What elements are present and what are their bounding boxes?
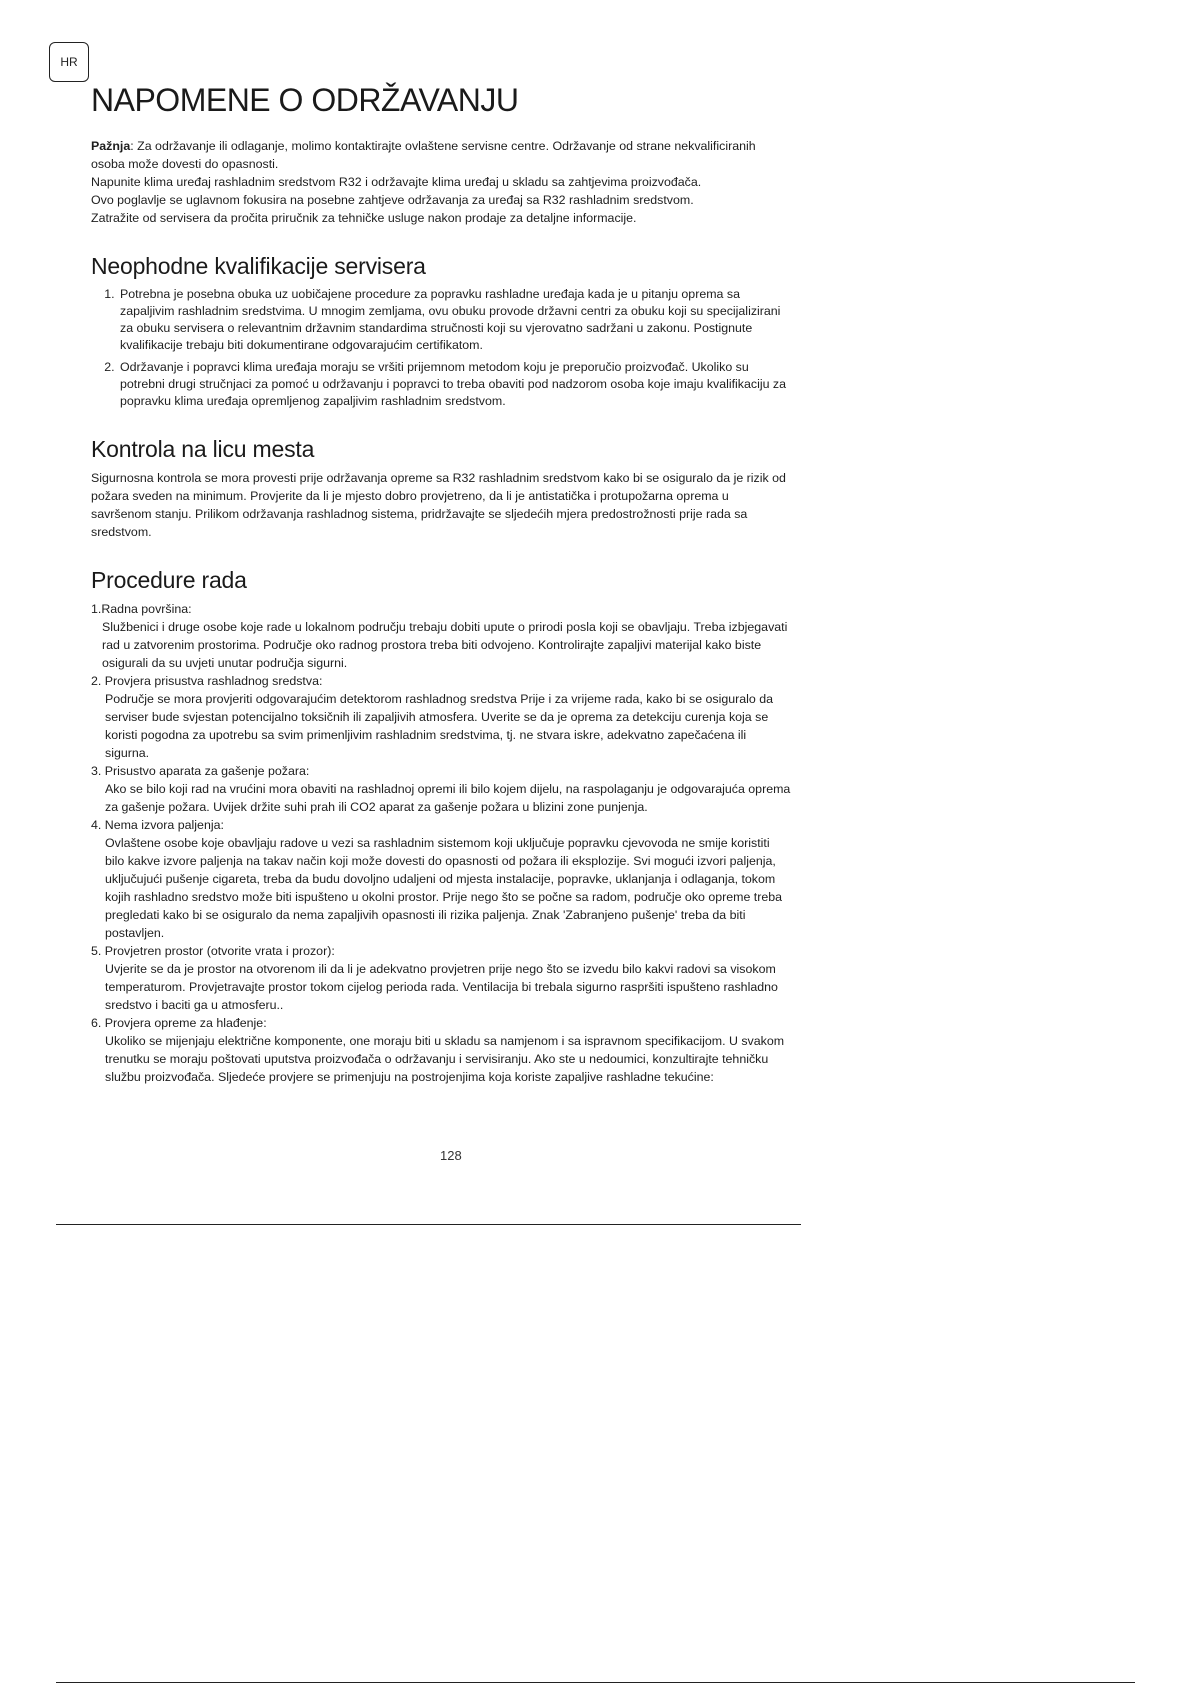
list-item (91, 672, 791, 762)
intro-line: Napunite klima uređaj rashladnim sredstvom R32 i održavajte klima uređaj u skladu sa zahtjevima proizvođača. (91, 175, 702, 189)
section-heading-site-check: Kontrola na licu mesta (91, 436, 315, 462)
list-item (91, 600, 791, 672)
qualifications-list (91, 286, 791, 410)
section-heading-qualifications: Neophodne kvalifikacije servisera (91, 253, 426, 279)
procedures-list (91, 600, 791, 1086)
procedure-body: Uvjerite se da je prostor na otvorenom ili da li je adekvatno provjetren prije nego što se izvedu bilo kakvi radovi sa visokom temperaturom. Provjetravajte prostor tokom cijelog perioda rada. Ventilacija bi trebala sigurno raspršiti ispušteno rashladno sredstvo i baciti ga u atmosferu.. (105, 962, 778, 1012)
procedure-title: 4. Nema izvora paljenja: (91, 818, 224, 832)
procedure-title: 1.Radna površina: (91, 602, 192, 616)
procedure-body: Ovlaštene osobe koje obavljaju radove u vezi sa rashladnim sistemom koji uključuje popravku cjevovoda ne smije koristiti bilo kakve izvore paljenja na takav način koji može dovesti do opasnosti od požara ili eksplozije. Svi mogući izvori paljenja, uključujući pušenje cigareta, treba da budu dovoljno udaljeni od mjesta instalacije, popravke, uklanjanja i odlaganja, tokom kojih rashladno sredstvo može biti ispušteno u okolni prostor. Prije nego što se počne sa radom, područje oko opreme treba pregledati kako bi se osiguralo da nema zapaljivih opasnosti ili rizika paljenja. Znak 'Zabranjeno pušenje' treba da biti postavljen. (105, 836, 783, 940)
site-check-text: Sigurnosna kontrola se mora provesti prije održavanja opreme sa R32 rashladnim sredstvom kako bi se osiguralo da je rizik od požara sveden na minimum. Provjerite da li je mjesto dobro provjetreno, da li je antistatička i protupožarna oprema u savršenom stanju. Prilikom održavanja rashladnog sistema, pridržavajte se sljedećih mjera predostrožnosti prije rada sa sredstvom. (91, 471, 786, 539)
procedure-body: Ako se bilo koji rad na vrućini mora obaviti na rashladnoj opremi ili bilo kojem dijelu, na raspolaganju je odgovarajuća oprema za gašenje požara. Uvijek držite suhi prah ili CO2 aparat za gašenje požara u blizini zone punjenja. (105, 782, 791, 814)
list-item: 1. Potrebna je posebna obuka uz uobičajene procedure za popravku rashladne uređaja kada je u pitanju oprema sa zapaljivim rashladnim sredstvima. U mnogim zemljama, ovu obuku provode državni centri za obuku koji su specijalizirani za obuku servisera o relevantnim državnim standardima stručnosti koji su vjerovatno sadržani u zakonu. Postignute kvalifikacije trebaju biti dokumentirane odgovarajućim certifikatom. (118, 286, 791, 354)
intro-warning (91, 137, 791, 173)
page-title: NAPOMENE O ODRŽAVANJU (91, 82, 519, 118)
intro-line: Zatražite od servisera da pročita priručnik za tehničke usluge nakon prodaje za detaljne informacije. (91, 211, 637, 225)
procedure-title: 3. Prisustvo aparata za gašenje požara: (91, 764, 310, 778)
list-item (91, 1014, 791, 1086)
intro-block (91, 137, 791, 227)
page-number: 128 (440, 1148, 462, 1163)
language-badge: HR (49, 42, 89, 82)
document-body (91, 82, 791, 1086)
list-item (91, 942, 791, 1014)
section-heading-procedures: Procedure rada (91, 567, 247, 593)
list-item: 2. Održavanje i popravci klima uređaja moraju se vršiti prijemnom metodom koju je preporučio proizvođač. Ukoliko su potrebni drugi stručnjaci za pomoć u održavanju i popravci to treba obaviti pod nadzorom osoba koje imaju kvalifikaciju za popravku klima uređaja opremljenog zapaljivim rashladnim sredstvom. (118, 359, 791, 410)
list-item (91, 762, 791, 816)
list-item (91, 816, 791, 942)
procedure-title: 2. Provjera prisustva rashladnog sredstva: (91, 674, 323, 688)
bottom-divider (56, 1682, 1135, 1683)
procedure-title: 5. Provjetren prostor (otvorite vrata i prozor): (91, 944, 335, 958)
intro-warning-text: : Za održavanje ili odlaganje, molimo kontaktirajte ovlaštene servisne centre. Održavanje od strane nekvalificiranih osoba može dovesti do opasnosti. (91, 139, 756, 171)
intro-line: Ovo poglavlje se uglavnom fokusira na posebne zahtjeve održavanja za uređaj sa R32 rashladnim sredstvom. (91, 193, 694, 207)
page-divider (56, 1224, 801, 1225)
procedure-body: Službenici i druge osobe koje rade u lokalnom području trebaju dobiti upute o prirodi posla koji se obavljaju. Treba izbjegavati rad u zatvorenim prostorima. Područje oko radnog prostora treba biti odvojeno. Kontrolirajte zapaljivi materijal kako biste osigurali da su uvjeti unutar područja sigurni. (102, 620, 788, 670)
procedure-body: Područje se mora provjeriti odgovarajućim detektorom rashladnog sredstva Prije i za vrijeme rada, kako bi se osiguralo da serviser bude svjestan potencijalno toksičnih ili zapaljivih atmosfera. Uverite se da je oprema za detekciju curenja koja se koristi pogodna za upotrebu sa svim primenljivim rashladnim sredstvima, tj. ne stvara iskre, adekvatno zapečaćena ili sigurna. (105, 692, 774, 760)
procedure-body: Ukoliko se mijenjaju električne komponente, one moraju biti u skladu sa namjenom i sa ispravnom specifikacijom. U svakom trenutku se moraju poštovati uputstva proizvođača o održavanju i servisiranju. Ako ste u nedoumici, konzultirajte tehničku službu proizvođača. Sljedeće provjere se primenjuju na postrojenjima koja koriste zapaljive rashladne tekućine: (105, 1034, 785, 1084)
procedure-title: 6. Provjera opreme za hlađenje: (91, 1016, 267, 1030)
intro-warning-label: Pažnja (91, 139, 131, 153)
